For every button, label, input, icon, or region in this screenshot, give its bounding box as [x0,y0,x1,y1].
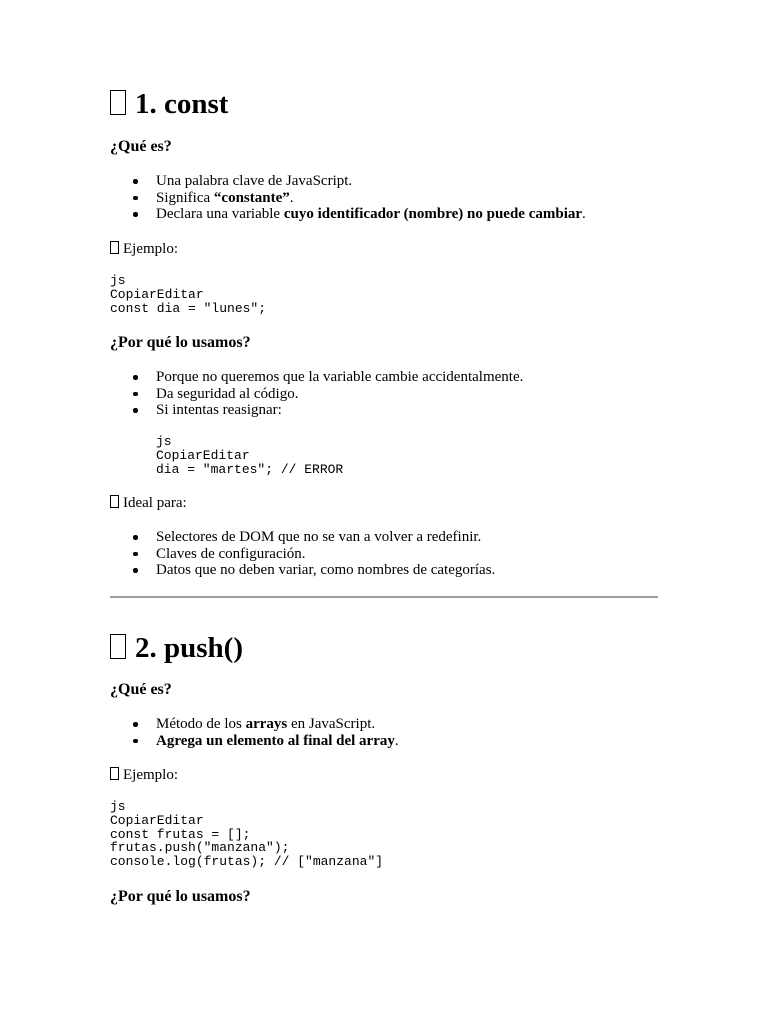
section-1-why-code [156,435,343,476]
section-1-example-code [110,274,266,315]
code-lang: js [110,799,126,814]
copy-edit-button[interactable]: CopiarEditar [156,447,250,463]
list-item: Agrega un elemento al final del array. [110,733,399,750]
list-item: Selectores de DOM que no se van a volver a redefinir. [110,529,495,546]
code-body: const frutas = []; frutas.push("manzana"); console.log(frutas); // ["manzana"] [110,826,384,870]
bullet-icon [133,739,138,744]
list-item: Claves de configuración. [110,546,495,563]
section-2-what-heading: ¿Qué es? [110,681,172,698]
missing-emoji-icon [110,241,119,254]
section-1-why-list [110,369,523,419]
copy-edit-button[interactable]: CopiarEditar [110,286,204,302]
missing-emoji-icon [110,90,126,115]
section-2-title: 2. push() [110,631,243,665]
list-item: Da seguridad al código. [110,386,523,403]
section-divider [110,596,658,598]
bullet-icon [133,179,138,184]
section-1-ideal-list [110,529,495,579]
list-item: Significa “constante”. [110,190,586,207]
section-1-title: 1. const [110,87,228,121]
list-item: Método de los arrays en JavaScript. [110,716,399,733]
list-item: Porque no queremos que la variable cambie accidentalmente. [110,369,523,386]
bullet-icon [133,722,138,727]
list-item: Datos que no deben variar, como nombres de categorías. [110,562,495,579]
section-2-example-code [110,800,383,869]
bullet-icon [133,568,138,573]
section-2-why-heading: ¿Por qué lo usamos? [110,888,251,905]
list-item: Declara una variable cuyo identificador (nombre) no puede cambiar. [110,206,586,223]
section-2-what-list [110,716,399,749]
bullet-icon [133,535,138,540]
copy-edit-button[interactable]: CopiarEditar [110,812,204,828]
missing-emoji-icon [110,634,126,659]
code-lang: js [110,273,126,288]
section-1-ideal-label: Ideal para: [110,494,187,512]
bullet-icon [133,196,138,201]
code-lang: js [156,434,172,449]
missing-emoji-icon [110,767,119,780]
bullet-icon [133,212,138,217]
section-1-what-heading: ¿Qué es? [110,138,172,155]
section-1-example-label: Ejemplo: [110,240,178,258]
section-1-why-heading: ¿Por qué lo usamos? [110,334,251,351]
bullet-icon [133,392,138,397]
list-item: Si intentas reasignar: [110,402,523,419]
list-item: Una palabra clave de JavaScript. [110,173,586,190]
section-2-example-label: Ejemplo: [110,766,178,784]
bullet-icon [133,552,138,557]
section-1-what-list [110,173,586,223]
code-body: dia = "martes"; // ERROR [156,461,344,477]
bullet-icon [133,408,138,413]
code-body: const dia = "lunes"; [110,300,267,316]
missing-emoji-icon [110,495,119,508]
bullet-icon [133,375,138,380]
